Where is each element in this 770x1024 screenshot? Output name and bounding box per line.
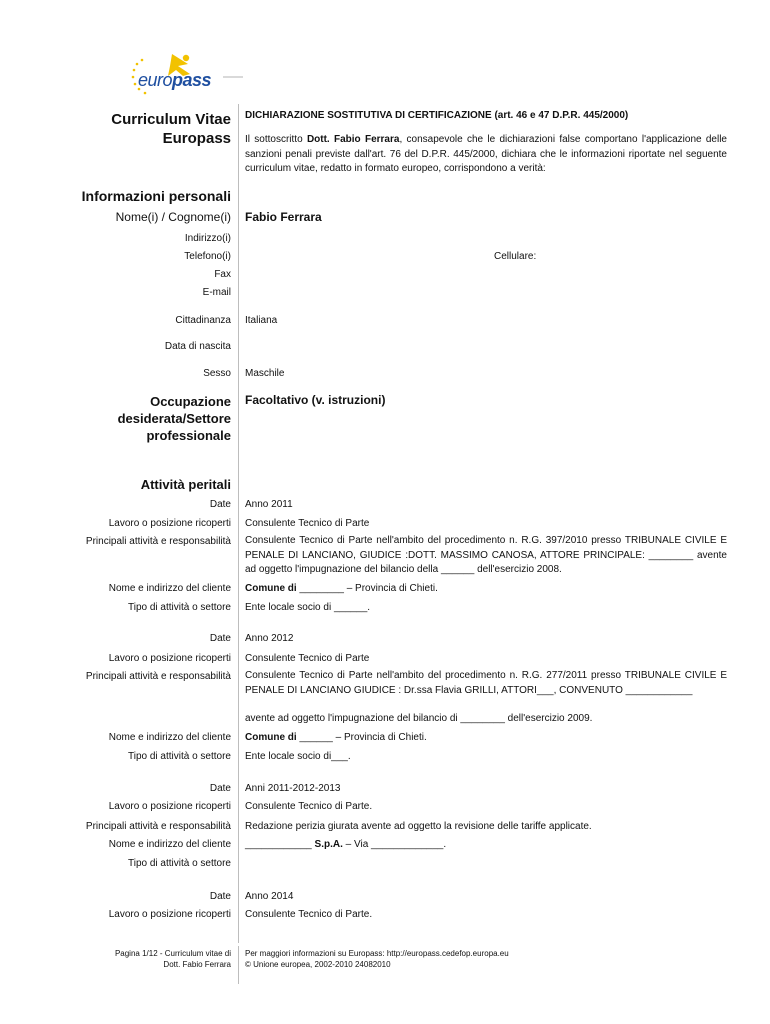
entry2-client — [245, 731, 427, 744]
entry1-client-label: Nome e indirizzo del cliente — [108, 583, 231, 594]
footer-copyright: © Unione europea, 2002-2010 24082010 — [245, 960, 391, 969]
entry3-client-pre: ____________ — [245, 839, 315, 850]
entry1-client — [245, 582, 438, 595]
entry1-client-bold: Comune di — [245, 583, 297, 594]
entry4-date-label: Date — [209, 891, 231, 902]
name-label: Nome(i) / Cognome(i) — [115, 210, 231, 224]
entry1-type: Ente locale socio di ______. — [245, 602, 371, 613]
entry3-client-bold: S.p.A. — [314, 839, 343, 850]
logo-euro-text: euro — [138, 70, 173, 90]
entry3-date: Anni 2011-2012-2013 — [245, 783, 341, 794]
entry1-main: Consulente Tecnico di Parte nell'ambito del procedimento n. R.G. 397/2010 presso TRIBUNALE CIVILE E PENALE DI LANCIANO, GIUDICE :DOTT. MASSIMO CANOSA, ATTORE PRINCIPALE: ________ avente ad oggetto l'impugnazione del bilancio della ______ dell'esercizio 2008. — [245, 535, 727, 575]
phone-label: Telefono(i) — [184, 251, 231, 262]
entry2-type-label: Tipo di attività o settore — [127, 751, 231, 762]
citizenship-value: Italiana — [245, 315, 278, 326]
entry3-main: Redazione perizia giurata avente ad oggetto la revisione delle tariffe applicate. — [245, 821, 592, 832]
entry1-date-label: Date — [209, 499, 231, 510]
entry3-main-label: Principali attività e responsabilità — [85, 821, 231, 832]
entry1-client-rest: ________ – Provincia di Chieti. — [296, 583, 438, 594]
entry1-date: Anno 2011 — [245, 499, 293, 510]
activities-title: Attività peritali — [140, 477, 231, 492]
mobile-label: Cellulare: — [494, 251, 537, 262]
fax-label: Fax — [214, 269, 231, 280]
entry1-position-label: Lavoro o posizione ricoperti — [108, 518, 231, 529]
europass-logo-text — [138, 70, 211, 91]
email-label: E-mail — [202, 287, 231, 298]
logo-pass-text: pass — [172, 70, 212, 90]
entry1-main-label: Principali attività e responsabilità — [85, 536, 231, 547]
birth-date-label: Data di nascita — [164, 341, 231, 352]
column-divider — [238, 104, 239, 943]
entry2-client-bold: Comune di — [245, 732, 297, 743]
entry2-client-rest: ______ – Provincia di Chieti. — [296, 732, 427, 743]
entry4-position: Consulente Tecnico di Parte. — [245, 909, 373, 920]
entry3-client-label: Nome e indirizzo del cliente — [108, 839, 231, 850]
personal-info-title: Informazioni personali — [81, 188, 231, 204]
declaration-name: Dott. Fabio Ferrara — [306, 134, 400, 145]
occupation-label-line1: Occupazione — [150, 394, 231, 409]
entry3-client-rest: – Via _____________. — [342, 839, 447, 850]
europass-logo — [128, 50, 243, 100]
occupation-value: Facoltativo (v. istruzioni) — [245, 393, 386, 407]
entry3-type-label: Tipo di attività o settore — [127, 858, 231, 869]
entry1-position: Consulente Tecnico di Parte — [245, 518, 370, 529]
declaration-title: DICHIARAZIONE SOSTITUTIVA DI CERTIFICAZIONE (art. 46 e 47 D.P.R. 445/2000) — [245, 110, 629, 121]
cv-title-line1: Curriculum Vitae — [111, 111, 231, 128]
entry2-main-label: Principali attività e responsabilità — [85, 671, 231, 682]
address-label: Indirizzo(i) — [184, 233, 231, 244]
footer-page-info: Pagina 1/12 - Curriculum vitae di — [114, 949, 231, 958]
entry2-client-label: Nome e indirizzo del cliente — [108, 732, 231, 743]
entry3-client — [245, 838, 446, 851]
declaration-post: , consapevole che le dichiarazioni false comportano l'applicazione delle sanzioni penali previste dall'art. 76 del D.P.R. 445/2000, dichiara che le informazioni riportate nel seguente curriculum vitae, redatto in formato europeo, corrispondono a verità: — [245, 134, 727, 174]
entry2-position: Consulente Tecnico di Parte — [245, 653, 370, 664]
entry2-date-label: Date — [209, 633, 231, 644]
declaration-text — [245, 133, 727, 177]
entry1-type-label: Tipo di attività o settore — [127, 602, 231, 613]
entry2-main: Consulente Tecnico di Parte nell'ambito del procedimento n. R.G. 277/2011 presso TRIBUNALE CIVILE E PENALE DI LANCIANO GIUDICE : Dr.ssa Flavia GRILLI, ATTORI___, CONVENUTO ____________ — [245, 670, 727, 696]
name-value: Fabio Ferrara — [245, 210, 322, 224]
occupation-label-line3: professionale — [146, 428, 231, 443]
entry2-date: Anno 2012 — [245, 633, 294, 644]
sex-value: Maschile — [245, 368, 285, 379]
entry2-type: Ente locale socio di___. — [245, 751, 351, 762]
entry4-position-label: Lavoro o posizione ricoperti — [108, 909, 231, 920]
declaration-pre: Il sottoscritto — [245, 134, 307, 145]
entry2-main-line: avente ad oggetto l'impugnazione del bilancio di ________ dell'esercizio 2009. — [245, 713, 593, 724]
entry3-position-label: Lavoro o posizione ricoperti — [108, 801, 231, 812]
footer-divider — [238, 946, 239, 984]
entry2-position-label: Lavoro o posizione ricoperti — [108, 653, 231, 664]
entry3-position: Consulente Tecnico di Parte. — [245, 801, 373, 812]
entry3-date-label: Date — [209, 783, 231, 794]
footer-europass-info: Per maggiori informazioni su Europass: http://europass.cedefop.europa.eu — [245, 949, 509, 958]
cv-title-line2: Europass — [162, 130, 231, 147]
sex-label: Sesso — [203, 368, 231, 379]
entry4-date: Anno 2014 — [245, 891, 294, 902]
footer-author: Dott. Fabio Ferrara — [163, 960, 231, 969]
occupation-label-line2: desiderata/Settore — [117, 411, 231, 426]
citizenship-label: Cittadinanza — [175, 315, 231, 326]
